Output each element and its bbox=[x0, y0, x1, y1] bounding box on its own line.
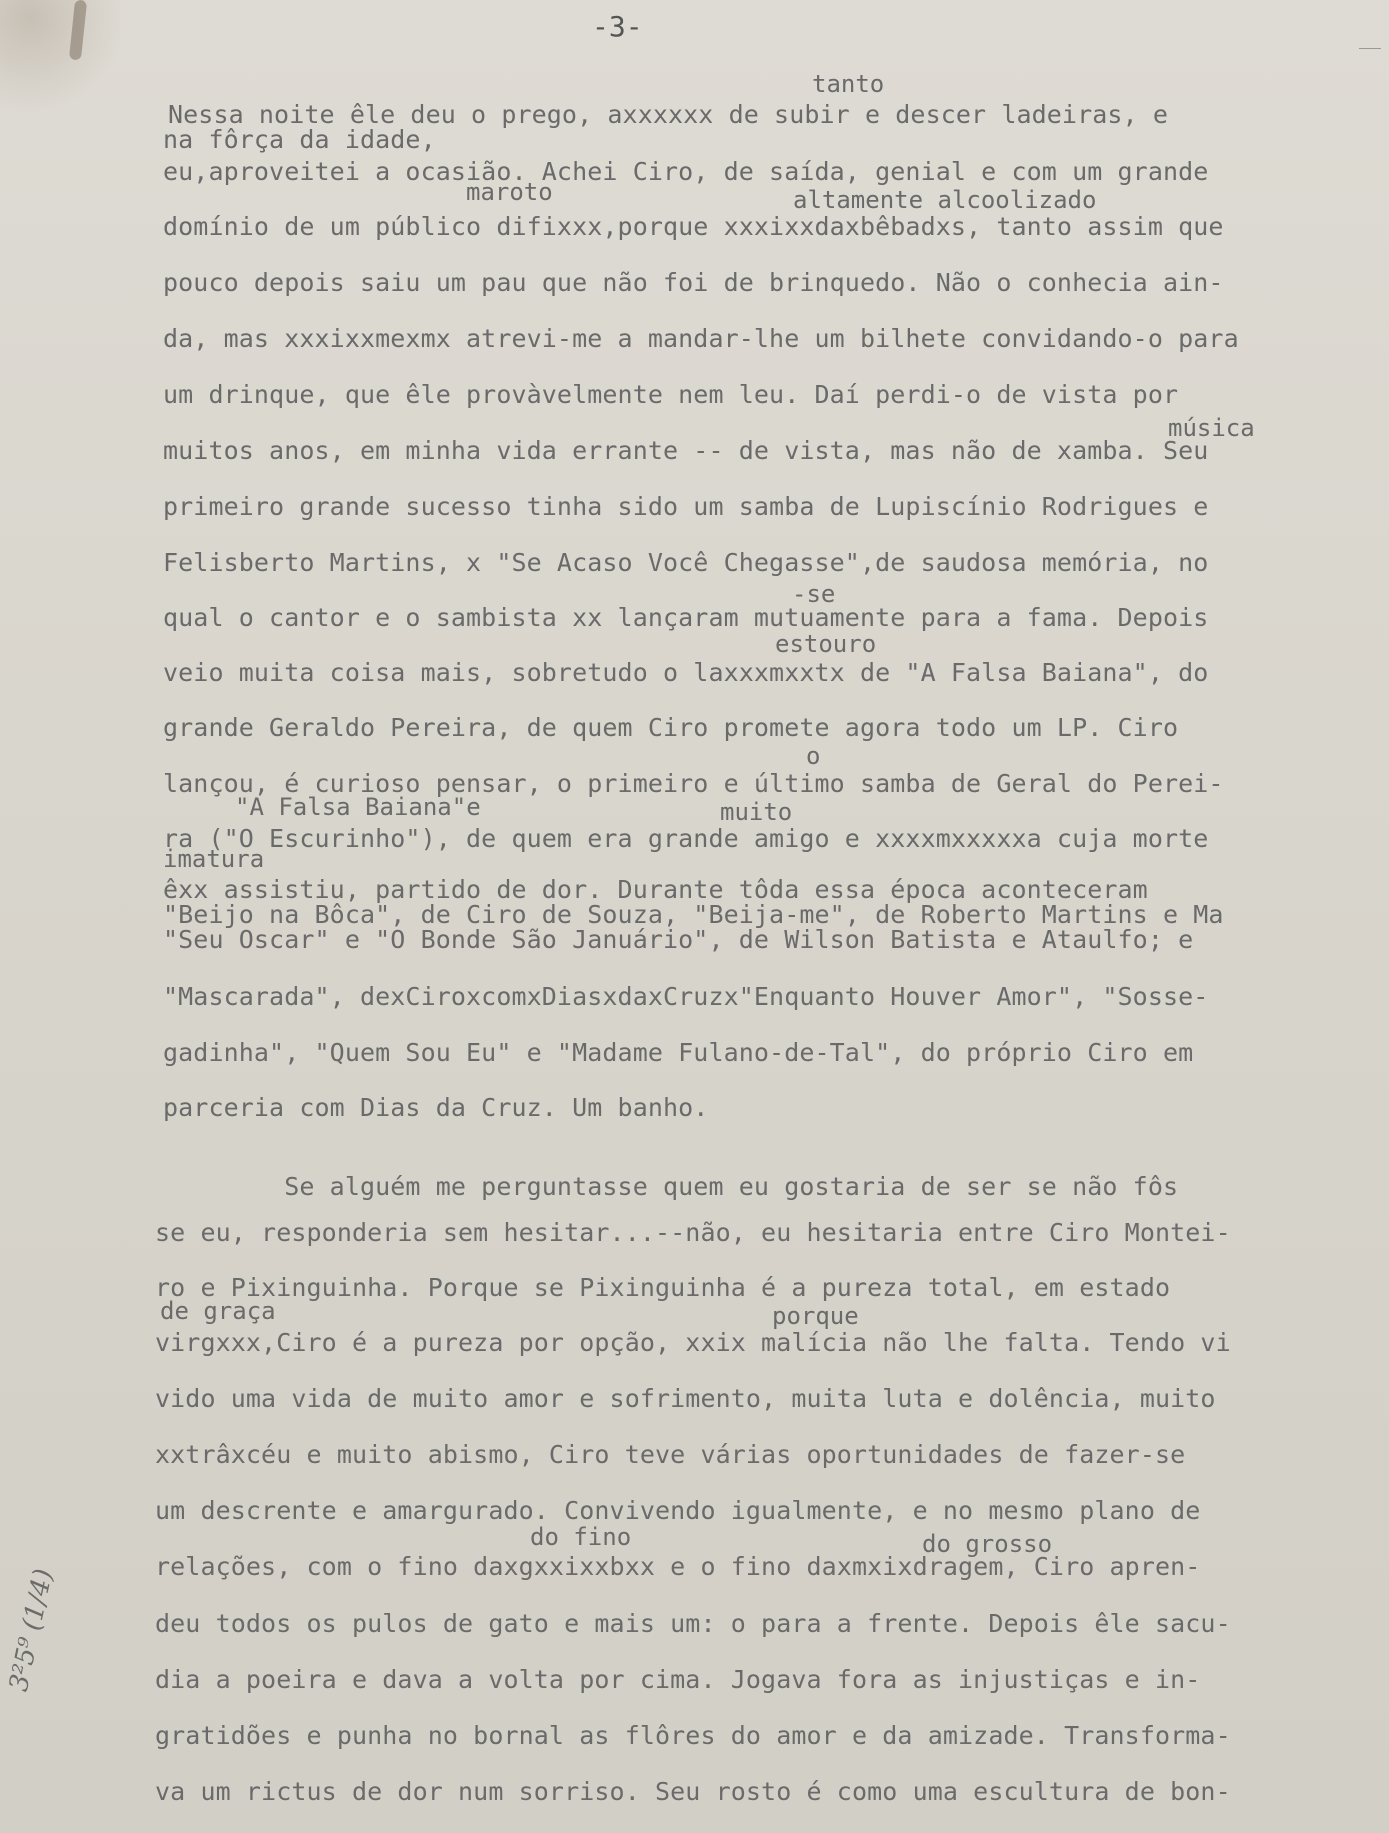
text-line: se eu, responderia sem hesitar...--não, eu hesitaria entre Ciro Montei- bbox=[155, 1218, 1231, 1247]
insertion: maroto bbox=[466, 178, 553, 206]
text-line: "Seu Oscar" e "O Bonde São Januário", de Wilson Batista e Ataulfo; e bbox=[163, 925, 1194, 954]
insertion: -se bbox=[792, 580, 836, 608]
insertion: porque bbox=[772, 1302, 859, 1330]
insertion: do grosso bbox=[922, 1530, 1053, 1558]
insertion: estouro bbox=[775, 630, 877, 658]
text-line: Nessa noite êle deu o prego, axxxxxx de subir e descer ladeiras, e bbox=[168, 100, 1168, 129]
text-line: gratidões e punha no bornal as flôres do amor e da amizade. Transforma- bbox=[155, 1721, 1231, 1750]
text-line: primeiro grande sucesso tinha sido um samba de Lupiscínio Rodrigues e bbox=[163, 492, 1209, 521]
text-line: gadinha", "Quem Sou Eu" e "Madame Fulano-de-Tal", do próprio Ciro em bbox=[163, 1038, 1194, 1067]
insertion: música bbox=[1168, 414, 1255, 442]
text-line: na fôrça da idade, bbox=[163, 125, 436, 154]
text-line: eu,aproveitei a ocasião. Achei Ciro, de saída, genial e com um grande bbox=[163, 157, 1209, 186]
text-line: deu todos os pulos de gato e mais um: o para a frente. Depois êle sacu- bbox=[155, 1609, 1231, 1638]
page-number: -3- bbox=[592, 10, 643, 43]
text-line: um drinque, que êle provàvelmente nem leu. Daí perdi-o de vista por bbox=[163, 380, 1179, 409]
insertion: imatura bbox=[163, 845, 265, 873]
text-line: Felisberto Martins, x "Se Acaso Você Chegasse",de saudosa memória, no bbox=[163, 548, 1209, 577]
text-line: da, mas xxxixxmexmx atrevi-me a mandar-lhe um bilhete convidando-o para bbox=[163, 324, 1239, 353]
text-line: "Mascarada", dexCiroxcomxDiasxdaxCruzx"Enquanto Houver Amor", "Sosse- bbox=[163, 982, 1209, 1011]
text-line: virgxxx,Ciro é a pureza por opção, xxix malícia não lhe falta. Tendo vi bbox=[155, 1328, 1231, 1357]
insertion: do fino bbox=[530, 1523, 632, 1551]
insertion: o bbox=[806, 742, 821, 770]
text-line: "Beijo na Bôca", de Ciro de Souza, "Beija-me", de Roberto Martins e Ma bbox=[163, 900, 1224, 929]
insertion: muito bbox=[720, 798, 793, 826]
margin-handwritten-note: 3²5⁹ (1/4) bbox=[3, 1566, 60, 1695]
text-line: relações, com o fino daxgxxixxbxx e o fino daxmxixdragem, Ciro apren- bbox=[155, 1552, 1201, 1581]
margin-tick bbox=[1359, 48, 1381, 49]
text-line: vido uma vida de muito amor e sofrimento, muita luta e dolência, muito bbox=[155, 1384, 1216, 1413]
text-line: êxx assistiu, partido de dor. Durante tôda essa época aconteceram bbox=[163, 875, 1148, 904]
text-line: grande Geraldo Pereira, de quem Ciro promete agora todo um LP. Ciro bbox=[163, 713, 1179, 742]
insertion: de graça bbox=[160, 1297, 276, 1325]
text-line: parceria com Dias da Cruz. Um banho. bbox=[163, 1093, 709, 1122]
text-line: muitos anos, em minha vida errante -- de vista, mas não de xamba. Seu bbox=[163, 436, 1209, 465]
stain-mark bbox=[0, 0, 120, 120]
insertion: tanto bbox=[812, 70, 885, 98]
text-line: ra ("O Escurinho"), de quem era grande amigo e xxxxmxxxxxa cuja morte bbox=[163, 824, 1209, 853]
text-line: domínio de um público difixxx,porque xxxixxdaxbêbadxs, tanto assim que bbox=[163, 212, 1224, 241]
text-line: lançou, é curioso pensar, o primeiro e último samba de Geral do Perei- bbox=[163, 769, 1224, 798]
text-line: Se alguém me perguntasse quem eu gostaria de ser se não fôs bbox=[163, 1172, 1179, 1201]
text-line: dia a poeira e dava a volta por cima. Jogava fora as injustiças e in- bbox=[155, 1665, 1201, 1694]
insertion: altamente alcoolizado bbox=[793, 186, 1097, 214]
text-line: va um rictus de dor num sorriso. Seu rosto é como uma escultura de bon- bbox=[155, 1777, 1231, 1806]
text-line: ro e Pixinguinha. Porque se Pixinguinha é a pureza total, em estado bbox=[155, 1273, 1171, 1302]
insertion: "A Falsa Baiana"e bbox=[235, 793, 481, 821]
text-line: um descrente e amargurado. Convivendo igualmente, e no mesmo plano de bbox=[155, 1496, 1201, 1525]
text-line: xxtrâxcéu e muito abismo, Ciro teve várias oportunidades de fazer-se bbox=[155, 1440, 1186, 1469]
text-line: veio muita coisa mais, sobretudo o laxxxmxxtx de "A Falsa Baiana", do bbox=[163, 658, 1209, 687]
text-line: qual o cantor e o sambista xx lançaram mutuamente para a fama. Depois bbox=[163, 603, 1209, 632]
text-line: pouco depois saiu um pau que não foi de brinquedo. Não o conhecia ain- bbox=[163, 268, 1224, 297]
